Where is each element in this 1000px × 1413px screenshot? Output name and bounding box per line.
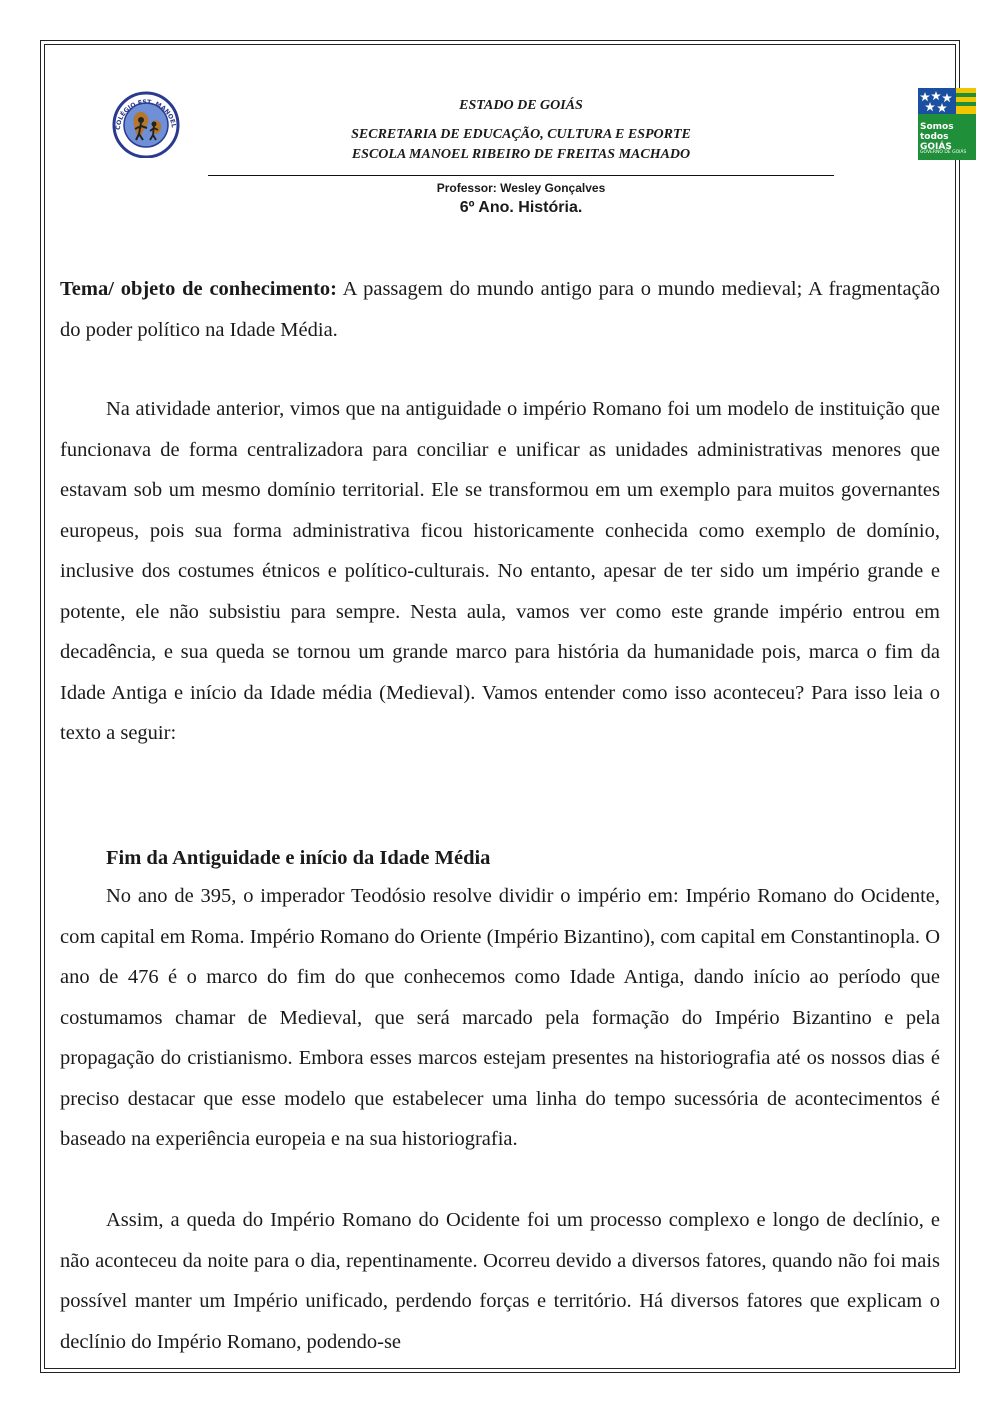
school-logo bbox=[106, 88, 186, 158]
grade-subject: 6º Ano. História. bbox=[459, 199, 583, 216]
secretariat-name: SECRETARIA DE EDUCAÇÃO, CULTURA E ESPORTE bbox=[351, 127, 691, 142]
state-logo-subtext: GOVERNO DE GOIÁS bbox=[920, 150, 967, 155]
theme-label: Tema/ objeto de conhecimento: bbox=[60, 278, 337, 300]
body-paragraph-2: Assim, a queda do Império Romano do Ocidente foi um processo complexo e longo de declínio, e não aconteceu da noite para o dia, repentinamente. Ocorreu devido a diversos fatores, quando não foi mais possível manter um Império unificado, perdendo forças e território. Há diversos fatores que explicam o declínio do Império Romano, podendo-se bbox=[60, 1209, 940, 1353]
school-name: ESCOLA MANOEL RIBEIRO DE FREITAS MACHADO bbox=[351, 147, 691, 162]
professor-name: Professor: Wesley Gonçalves bbox=[436, 181, 606, 195]
intro-paragraph: Na atividade anterior, vimos que na antiguidade o império Romano foi um modelo de instituição que funcionava de forma centralizadora para conciliar e unificar as unidades administrativas menores que estavam sob um mesmo domínio territorial. Ele se transformou em um exemplo para muitos governantes europeus, pois sua forma administrativa ficou historicamente conhecida como exemplo de domínio, inclusive dos costumes étnicos e político-culturais. No entanto, apesar de ter sido um império grande e potente, ele não subsistiu para sempre. Nesta aula, vamos ver como este grande império entrou em decadência, e sua queda se tornou um grande marco para história da humanidade pois, marca o fim da Idade Antiga e início da Idade média (Medieval). Vamos entender como isso aconteceu? Para isso leia o texto a seguir: bbox=[60, 398, 940, 744]
header-divider bbox=[208, 175, 834, 176]
theme-paragraph bbox=[60, 269, 940, 350]
body-paragraph-1: No ano de 395, o imperador Teodósio resolve dividir o império em: Império Romano do Ocidente, com capital em Roma. Império Romano do Oriente (Império Bizantino), com capital em Constantinopla. O ano de 476 é o marco do fim do que conhecemos como Idade Antiga, dando início ao período que costumamos chamar de Medieval, que será marcado pela formação do Império Bizantino e pela propagação do cristianismo. Embora esses marcos estejam presentes na historiografia até os nossos dias é preciso destacar que esse modelo que estabelecer uma linha do tempo sucessória de acontecimentos é baseado na experiência europeia e na sua historiografia. bbox=[60, 885, 940, 1150]
school-logo-text: COLÉGIO EST. MANOEL bbox=[114, 98, 177, 131]
state-name: ESTADO DE GOIÁS bbox=[459, 98, 583, 113]
section-title: Fim da Antiguidade e início da Idade Média bbox=[106, 847, 491, 869]
theme-text: A passagem do mundo antigo para o mundo medieval; A fragmentação do poder político na Idade Média. bbox=[60, 278, 940, 341]
state-government-logo bbox=[918, 88, 976, 160]
state-logo-text: Somos todos GOIÁS bbox=[920, 122, 954, 152]
